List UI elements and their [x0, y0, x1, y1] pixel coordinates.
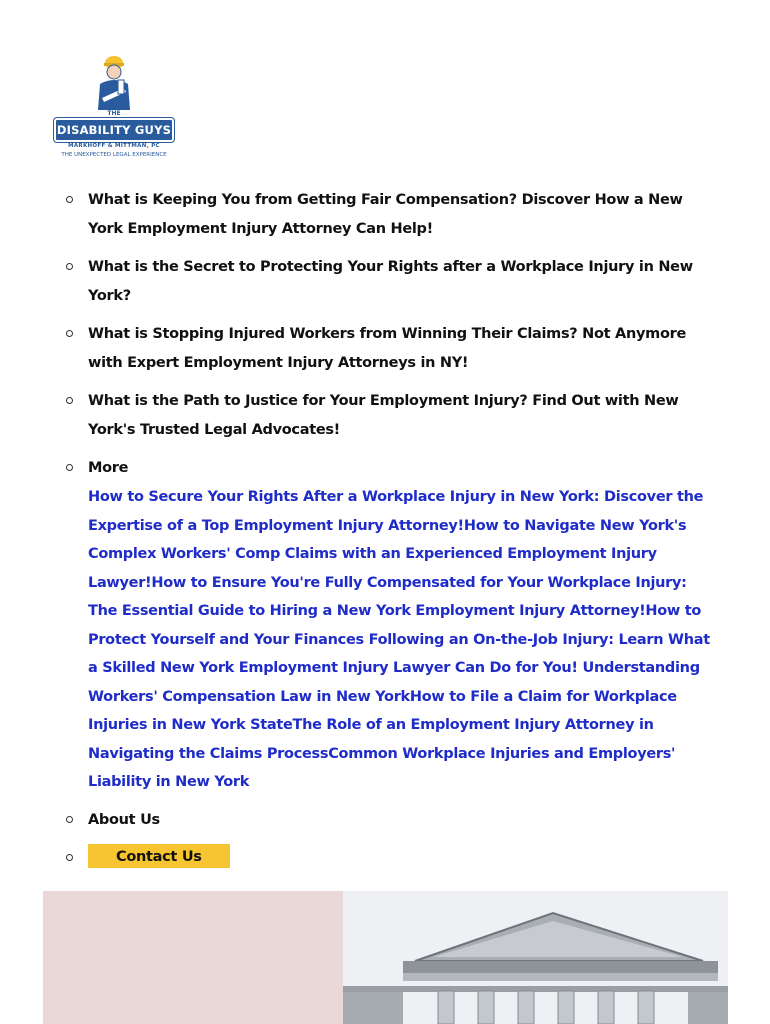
logo-the: THE	[107, 110, 121, 117]
about-label[interactable]: About Us	[88, 811, 160, 828]
bullet-icon	[66, 196, 73, 203]
main-nav	[60, 186, 720, 877]
nav-item-secret[interactable]	[60, 253, 720, 311]
nav-item-stopping[interactable]	[60, 320, 720, 378]
logo-firm: MARKHOFF & MITTMAN, PC	[68, 143, 160, 149]
nav-item-about[interactable]	[60, 806, 720, 835]
hero-panel	[43, 891, 343, 1024]
submenu-link[interactable]: Common Workplace Injuries and Employers' Liability in New York	[88, 745, 676, 790]
nav-item-label[interactable]: What is the Path to Justice for Your Employment Injury? Find Out with New York's Trusted Legal Advocates!	[88, 393, 679, 438]
submenu-link[interactable]: How to Protect Yourself and Your Finances Following an On-the-Job Injury: Learn What a Skilled New York Employment Injury Lawyer Can Do for You!	[88, 603, 710, 676]
submenu-link[interactable]: How to Secure Your Rights After a Workplace Injury in New York: Discover the Expertise of a Top Employment Injury Attorney!	[88, 489, 704, 534]
nav-item-label[interactable]: What is Stopping Injured Workers from Winning Their Claims? Not Anymore with Expert Employment Injury Attorneys in NY!	[88, 326, 686, 371]
submenu-link[interactable]: How to Ensure You're Fully Compensated for Your Workplace Injury: The Essential Guide to Hiring a New York Employment Injury Attorney!	[88, 574, 687, 619]
nav-item-label[interactable]: What is Keeping You from Getting Fair Compensation? Discover How a New York Employment Injury Attorney Can Help!	[88, 192, 683, 237]
bullet-icon	[66, 397, 73, 404]
contact-button[interactable]: Contact Us	[88, 844, 230, 868]
logo-wordmark: DISABILITY GUYS	[54, 118, 174, 142]
nav-item-contact[interactable]	[60, 844, 720, 868]
courthouse-image	[343, 891, 728, 1024]
nav-item-keeping[interactable]	[60, 186, 720, 244]
submenu-link[interactable]: How to File a Claim for Workplace Injuries in New York State	[88, 688, 677, 733]
nav-item-path[interactable]	[60, 387, 720, 445]
submenu-link[interactable]: How to Navigate New York's Complex Workers' Comp Claims with an Experienced Employment Injury Lawyer!	[88, 517, 687, 591]
bullet-icon	[66, 816, 73, 823]
submenu-link[interactable]: Understanding Workers' Compensation Law in New York	[88, 660, 700, 705]
more-label[interactable]: More	[88, 460, 129, 476]
submenu-link[interactable]: The Role of an Employment Injury Attorney in Navigating the Claims Process	[88, 717, 654, 762]
courthouse-icon	[343, 891, 728, 1024]
bullet-icon	[66, 854, 73, 861]
worker-mascot-icon	[88, 52, 140, 114]
site-logo[interactable]	[52, 52, 176, 164]
bullet-icon	[66, 263, 73, 270]
bullet-icon	[66, 330, 73, 337]
more-submenu	[88, 483, 720, 797]
logo-tagline: THE UNEXPECTED LEGAL EXPERIENCE	[61, 152, 167, 158]
nav-item-more[interactable]	[60, 454, 720, 797]
nav-item-label[interactable]: What is the Secret to Protecting Your Rights after a Workplace Injury in New York?	[88, 259, 693, 304]
bullet-icon	[66, 464, 73, 471]
hero-banner	[43, 891, 728, 1024]
